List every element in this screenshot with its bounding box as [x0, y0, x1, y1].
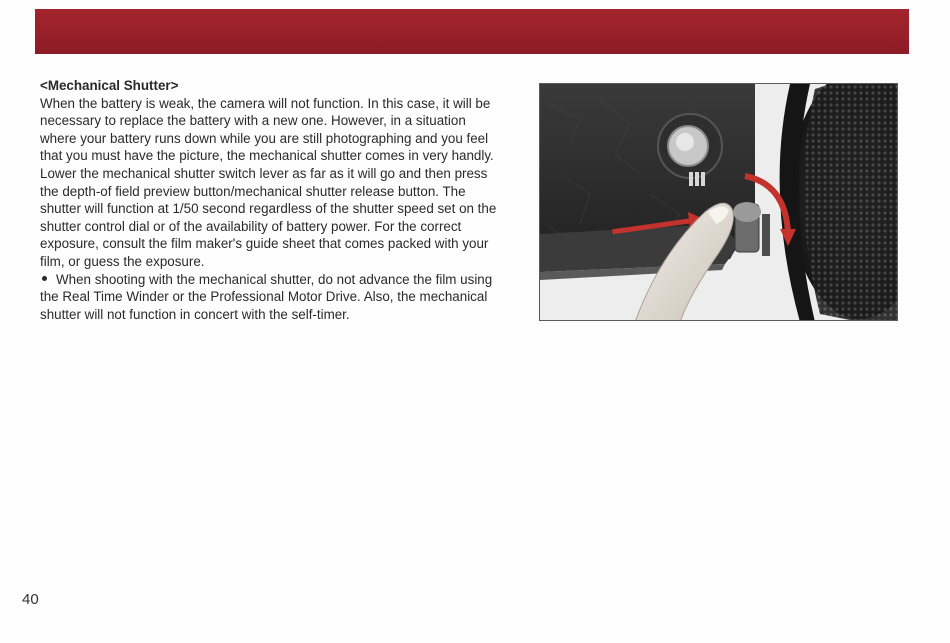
- camera-lever-illustration: [540, 84, 898, 321]
- camera-photo: [539, 83, 898, 321]
- page-number: 40: [22, 591, 39, 608]
- note-item: [40, 271, 500, 324]
- main-text: [40, 77, 500, 323]
- bullet-icon: [42, 276, 47, 281]
- note-text: When shooting with the mechanical shutter, do not advance the film using the Real Time Winder or the Professional Motor Drive. Also, the mechanical shutter will not function in concert with the self-timer.: [40, 271, 493, 322]
- section-heading: <Mechanical Shutter>: [40, 78, 179, 93]
- header-color-band: [35, 9, 909, 54]
- body-paragraph: When the battery is weak, the camera will not function. In this case, it will be necessary to replace the battery with a new one. However, in a situation where your battery runs down while you are still photographing and you feel that you must have the picture, the mechanical shutter comes in very handly. Lower the mechanical shutter switch lever as far as it will go and then press the depth-of field preview button/mechanical shutter release button. The shutter will function at 1/50 second regardless of the shutter speed set on the shutter control dial or of the availability of battery power. For the correct exposure, consult the film maker's guide sheet that comes packed with your film, or guess the exposure.: [40, 95, 497, 269]
